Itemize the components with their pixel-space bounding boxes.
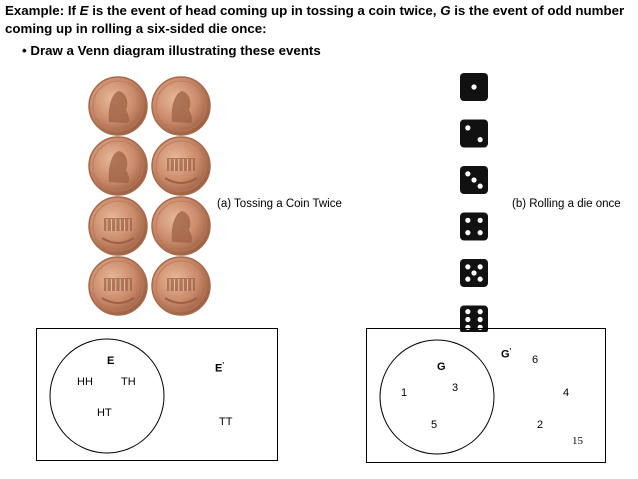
venn-die-outcome: 5 [431,419,438,431]
coin-tail-icon [89,197,147,255]
die-face-icon [460,120,488,148]
coin-head-icon [89,77,147,135]
die-face-icon [460,73,488,101]
coin-head-icon [89,137,147,195]
bullet-instruction: • Draw a Venn diagram illustrating these events [22,43,321,58]
heading-part-2: is the event of head coming up in tossing a coin twice, [88,3,441,18]
venn-coin-set-label: E [107,355,115,367]
venn-coin-outcome: TT [219,416,233,428]
die-face-icon [460,259,488,287]
page-number: 15 [572,435,583,447]
venn-coin-outcome: TH [121,376,136,388]
coin-head-icon [152,77,210,135]
venn-coin-outcome: HH [77,376,93,388]
coin-tail-icon [89,257,147,315]
heading-part-1: Example: If [5,3,80,18]
coin-tail-icon [152,257,210,315]
heading-part-3: is the event of odd number coming up in rolling a six-sided die once: [5,3,625,36]
venn-coin-outcome: HT [97,407,112,419]
venn-die-outcome: 6 [532,354,539,366]
venn-coin-complement-label: E' [215,362,225,375]
venn-die-outcome: 2 [537,419,544,431]
venn-die-outcome: 3 [452,382,459,394]
venn-die-outcome: 1 [401,387,408,399]
die-face-icon [460,166,488,194]
coin-caption: (a) Tossing a Coin Twice [217,198,342,210]
die-caption: (b) Rolling a die once [512,198,621,210]
venn-die-set-label: G [437,361,446,373]
venn-coin-circle [37,329,279,462]
venn-coin-box [36,328,278,461]
coin-tail-icon [152,137,210,195]
example-heading [5,2,635,38]
venn-die-complement-label: G' [501,348,512,361]
heading-event-g: G [440,3,451,18]
dice-illustration [455,70,495,332]
venn-die-outcome: 4 [563,387,570,399]
coin-head-icon [152,197,210,255]
heading-event-e: E [79,3,89,18]
coins-illustration [88,76,212,326]
venn-die-box [366,328,606,463]
die-face-icon [460,213,488,241]
